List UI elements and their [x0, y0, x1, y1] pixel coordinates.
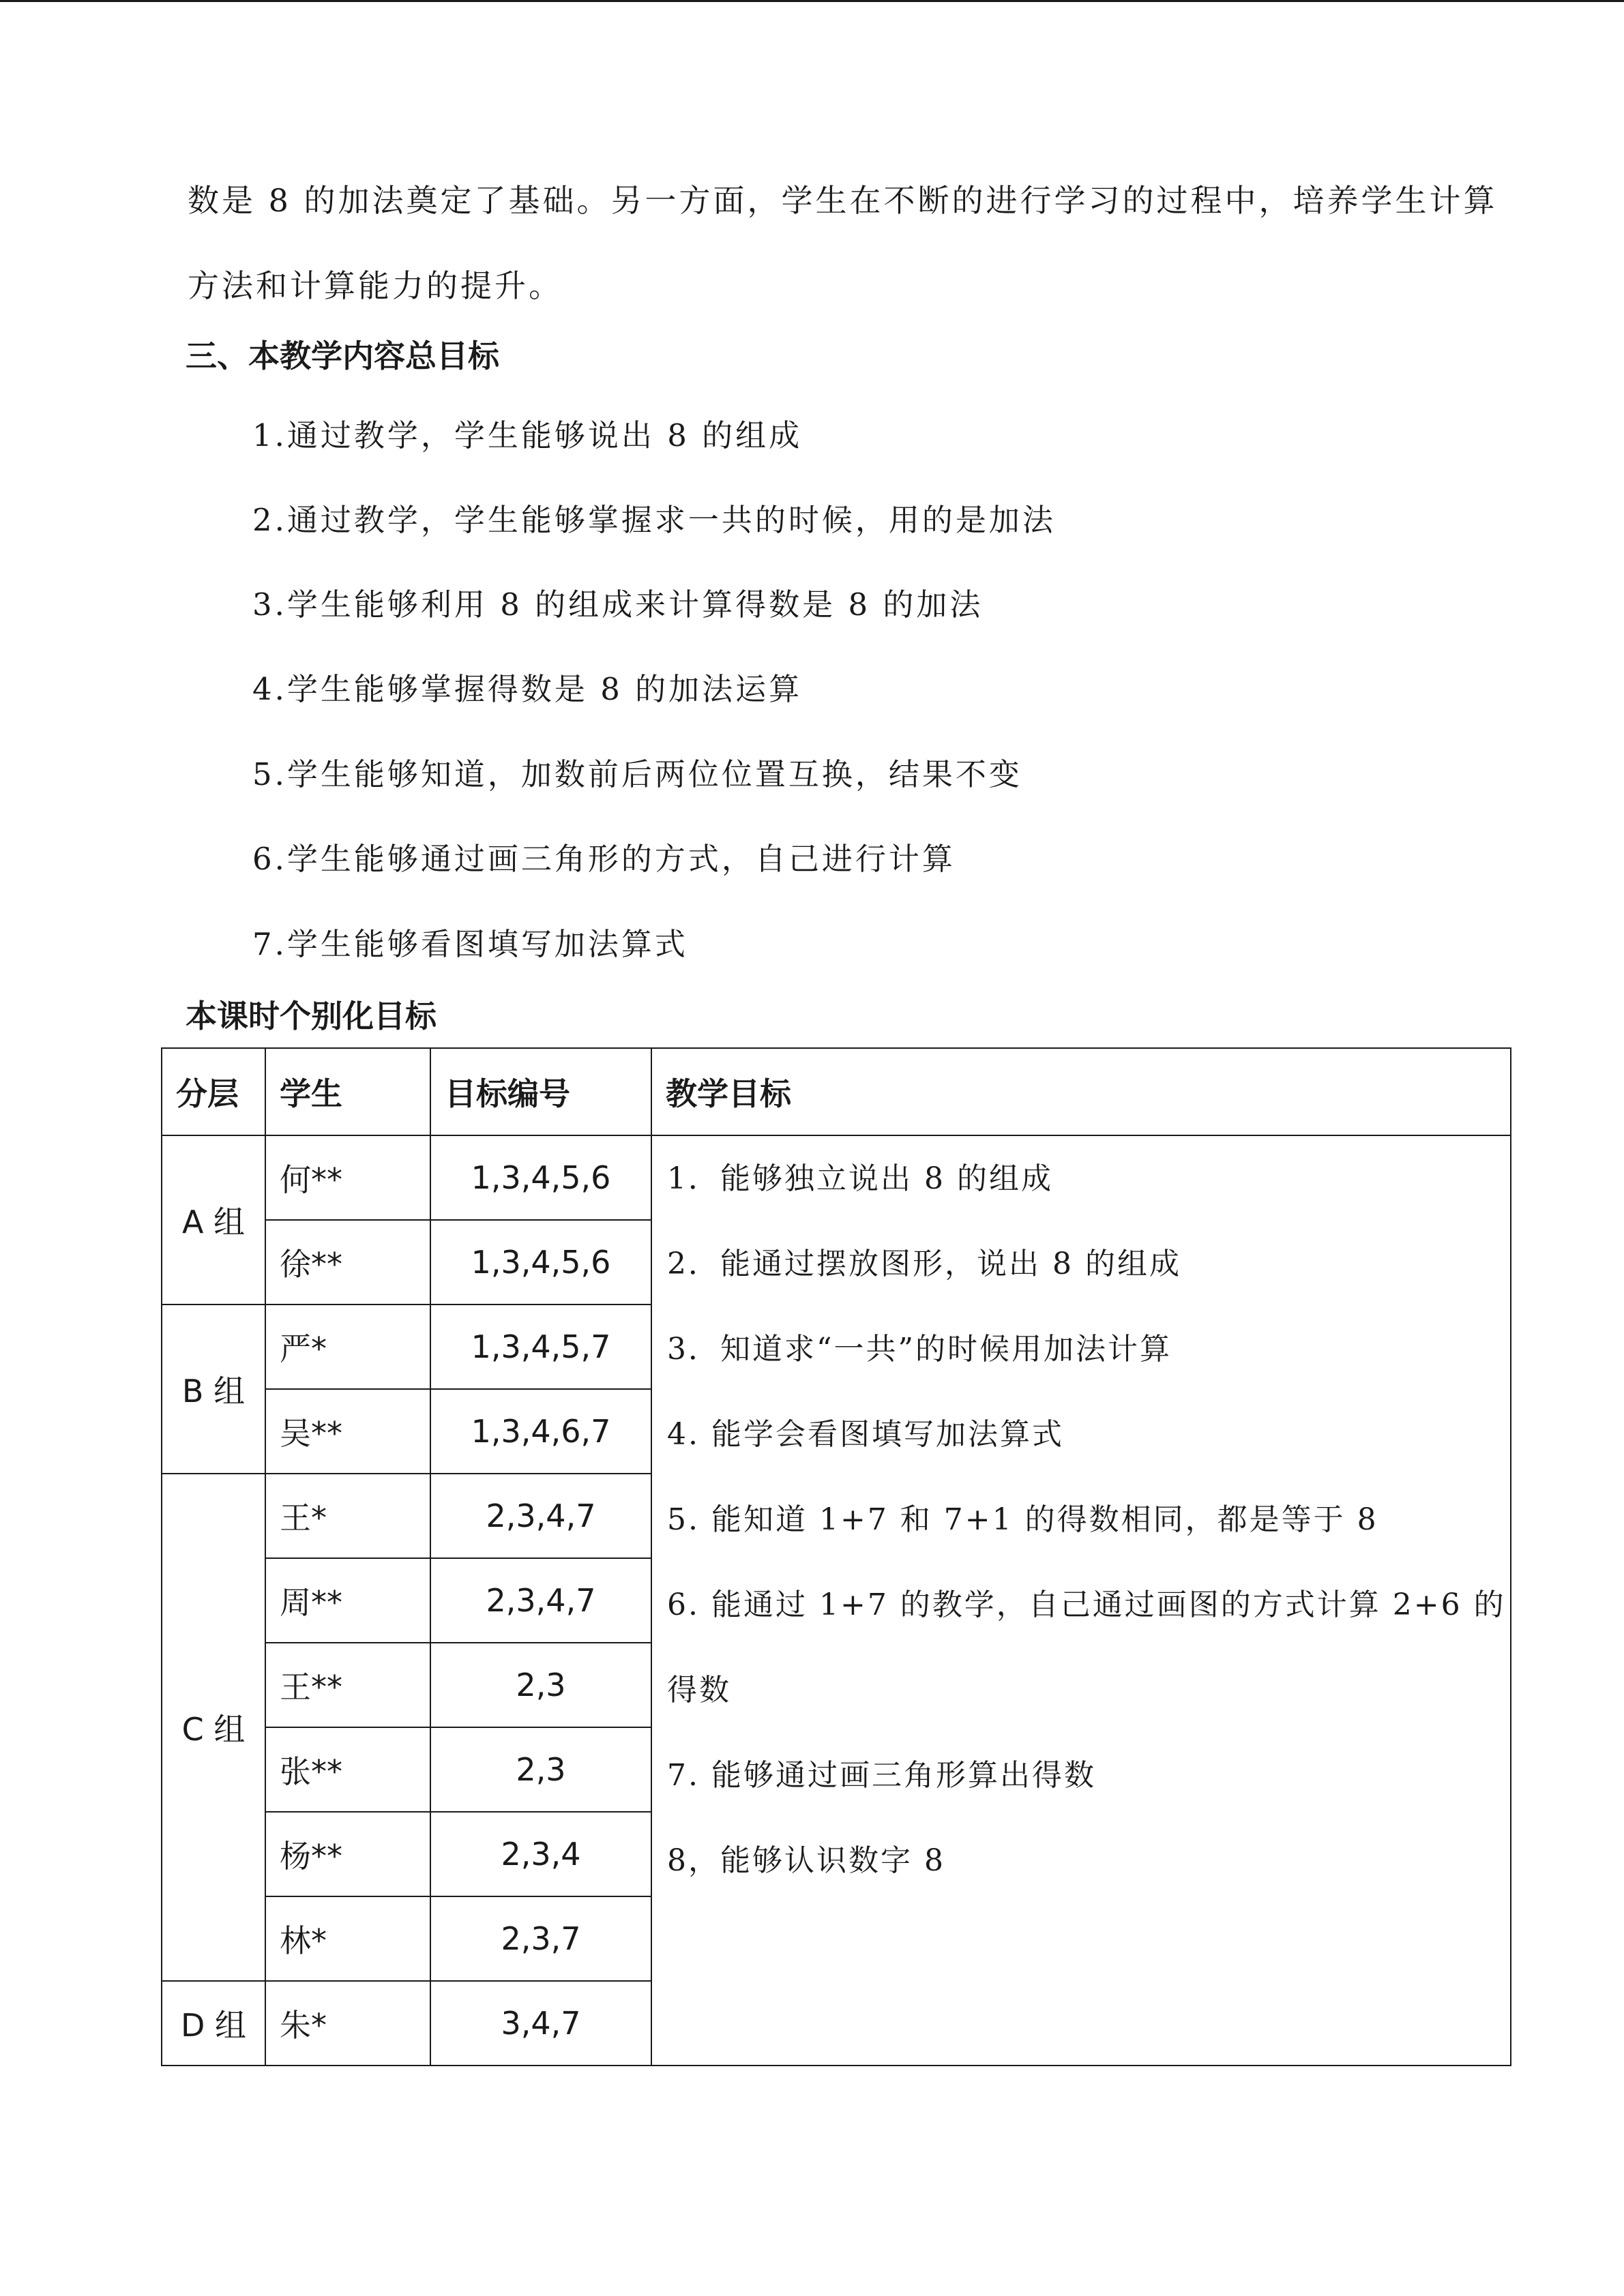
goal-item-2: 2.通过教学，学生能够掌握求一共的时候，用的是加法 [252, 502, 1056, 538]
group-b-cell: B 组 [162, 1304, 265, 1474]
student-cell: 张** [265, 1727, 430, 1812]
goal-ids-cell: 1,3,4,5,6 [430, 1220, 651, 1304]
goal-ids-cell: 2,3 [430, 1643, 651, 1727]
aim-item: 2．能通过摆放图形，说出 8 的组成 [667, 1247, 1181, 1281]
table-header-row [162, 1048, 1511, 1135]
individual-goals-table [161, 1047, 1511, 2066]
goal-item-3: 3.学生能够利用 8 的组成来计算得数是 8 的加法 [252, 586, 984, 623]
goal-ids-cell: 1,3,4,5,7 [430, 1304, 651, 1389]
goal-item-6: 6.学生能够通过画三角形的方式，自己进行计算 [252, 841, 956, 877]
aim-item: 4. 能学会看图填写加法算式 [667, 1417, 1064, 1452]
intro-line-1: 数是 8 的加法奠定了基础。另一方面，学生在不断的进行学习的过程中，培养学生计算 [188, 182, 1498, 219]
goal-item-1: 1.通过教学，学生能够说出 8 的组成 [252, 417, 803, 453]
goal-ids-cell: 2,3,7 [430, 1896, 651, 1981]
header-goal-ids: 目标编号 [430, 1048, 651, 1135]
student-cell: 朱* [265, 1981, 430, 2066]
group-c-cell: C 组 [162, 1474, 265, 1981]
header-level: 分层 [162, 1048, 265, 1135]
aim-item: 得数 [667, 1673, 731, 1708]
teaching-goals-cell [651, 1135, 1511, 2066]
goal-ids-cell: 1,3,4,5,6 [430, 1135, 651, 1220]
goal-ids-cell: 3,4,7 [430, 1981, 651, 2066]
goal-ids-cell: 2,3,4,7 [430, 1474, 651, 1558]
table-caption: 本课时个别化目标 [186, 998, 437, 1034]
student-cell: 吴** [265, 1389, 430, 1474]
student-cell: 王* [265, 1474, 430, 1558]
goal-item-4: 4.学生能够掌握得数是 8 的加法运算 [252, 671, 803, 707]
intro-line-2: 方法和计算能力的提升。 [188, 267, 563, 304]
goal-ids-cell: 2,3 [430, 1727, 651, 1812]
header-teaching-goals: 教学目标 [651, 1048, 1511, 1135]
aim-item: 5. 能知道 1+7 和 7+1 的得数相同，都是等于 8 [667, 1502, 1378, 1537]
goal-item-5: 5.学生能够知道，加数前后两位位置互换，结果不变 [252, 756, 1022, 792]
student-cell: 林* [265, 1896, 430, 1981]
student-cell: 王** [265, 1643, 430, 1727]
student-cell: 何** [265, 1135, 430, 1220]
aim-item: 8，能够认识数字 8 [667, 1843, 945, 1878]
page-top-border [0, 0, 1624, 2]
goal-ids-cell: 2,3,4,7 [430, 1558, 651, 1643]
aim-item: 3．知道求“一共”的时候用加法计算 [667, 1332, 1172, 1367]
section-heading: 三、本教学内容总目标 [186, 338, 499, 374]
student-cell: 周** [265, 1558, 430, 1643]
student-cell: 严* [265, 1304, 430, 1389]
header-student: 学生 [265, 1048, 430, 1135]
group-d-cell: D 组 [162, 1981, 265, 2066]
goal-ids-cell: 2,3,4 [430, 1812, 651, 1896]
aim-item: 7. 能够通过画三角形算出得数 [667, 1758, 1096, 1793]
aim-item: 1．能够独立说出 8 的组成 [667, 1161, 1053, 1196]
student-cell: 徐** [265, 1220, 430, 1304]
aim-item: 6. 能通过 1+7 的教学，自己通过画图的方式计算 2+6 的 [667, 1587, 1506, 1622]
group-a-cell: A 组 [162, 1135, 265, 1304]
student-cell: 杨** [265, 1812, 430, 1896]
goal-item-7: 7.学生能够看图填写加法算式 [252, 926, 688, 962]
goal-ids-cell: 1,3,4,6,7 [430, 1389, 651, 1474]
table-row [162, 1135, 1511, 1220]
